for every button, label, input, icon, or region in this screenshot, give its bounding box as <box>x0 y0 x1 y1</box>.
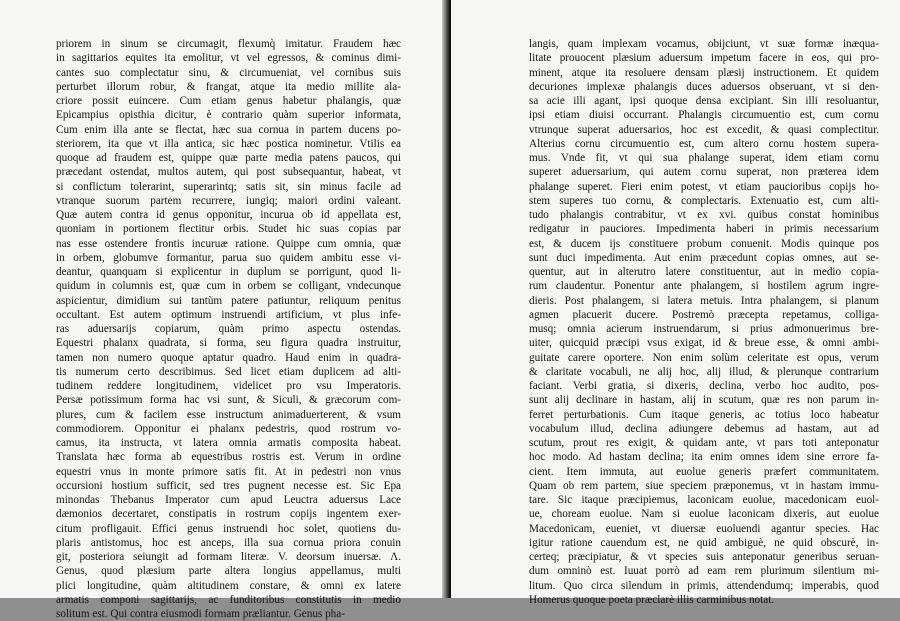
right-page-line: Quam ob rem partem, siue speciem præponemus, vt in hastam immu- <box>529 479 879 492</box>
right-page-line: mus. Vnde fit, vt qui sua phalange superat, idem etiam cornu <box>529 152 879 164</box>
left-page-line: perturbet illorum robur, & frangat, atque ita medio millite ala- <box>56 80 401 93</box>
right-page-line: ue, choream euolue. Nam si euolue laconicam dixeris, aut euolue <box>529 508 879 521</box>
right-page-line: Macedonicam, eueniet, vt diuersæ euoluendi agantur species. Hac <box>529 522 879 535</box>
right-page <box>451 0 900 606</box>
right-page-line: est, & ducem ijs constituere probum conuenit. Modis quinque pos <box>529 237 879 250</box>
right-page-line: sa acie illi agant, ipsi quoque densa excipiant. Sin illi resoluantur, <box>529 95 879 107</box>
right-page-line: vtrunque superat aduersarios, hoc est excedit, & quasi complectitur. <box>529 123 879 136</box>
right-page-line: Homerus quoque poeta præclarè illis carminibus notat. <box>529 593 775 606</box>
left-page <box>0 0 449 620</box>
left-page-line: occultant. Est autem optimum instruendi artificium, vt plus infe- <box>56 308 401 321</box>
left-page-line: quoniam in portionem flectitur orbis. Studet hic suas copias par <box>56 223 401 236</box>
left-page-line: plaris antistomus, hoc est anceps, illa sua cornua priora conuin <box>56 536 401 549</box>
right-page-line: dieris. Post phalangem, si latera metuis. Intra phalangem, si planum <box>529 294 879 307</box>
left-page-line: præcedant ostendat, multos autem, qui post subsequantur, habeat, vt <box>56 166 401 179</box>
right-page-text <box>529 37 879 607</box>
right-page-line: quentur, aut in alterutro latere constituentur, aut in medio copia- <box>529 266 879 278</box>
right-page-line: litum. Quo circa silendum in primis, attendendumq; imperabis, quod <box>529 579 879 592</box>
right-page-line: agmen placuerit ducere. Postremò præcepta repetamus, colliga- <box>529 308 879 321</box>
right-page-line: & claritate vocabuli, ne alij hoc, alij illud, & plerunque contrarium <box>529 365 879 378</box>
left-page-line: quoque ad fraudem est, quippe quæ parte media patens paucos, qui <box>56 152 401 164</box>
left-page-line: solitum est. Qui contra eiusmodi formam præliantur. Genus pha- <box>56 608 345 620</box>
left-page-line: citum profligauit. Effici genus instruendi hoc solet, quotiens du- <box>56 522 401 535</box>
right-page-line: Alterius cornu circumuentio est, cum altero cornu hostem supera- <box>529 137 879 150</box>
left-page-text <box>56 37 401 621</box>
left-page-line: plures, cum & facilem esse instructum animaduerterent, & vsum <box>56 408 401 421</box>
left-page-line: Quæ autem contra id genus opponitur, incurua ob id appellata est, <box>56 209 401 221</box>
left-page-line: aspicientur, dimidium sui tantùm patere patiuntur, reliquum penitus <box>56 294 401 307</box>
left-page-line: si conflictum tolerarint, superarintq; satis sit, sin minus facile ad <box>56 180 401 193</box>
right-page-line: litate prouocent plæsium aduersum impetum facere in eos, qui pro- <box>529 52 879 65</box>
right-page-line: certeq; præcipiatur, & vt species suis anteponatur generibus seruan- <box>529 551 879 563</box>
right-page-line: langis, quam implexam vocamus, obijciunt, vt suæ formæ inæqua- <box>529 38 879 50</box>
right-page-line: igitur ratione cauendum est, ne quid ambiguè, ne quid obscurè, in- <box>529 536 879 549</box>
right-page-line: vocabulum illud, declina adiungere debemus ad hastam, aut ad <box>529 422 879 435</box>
left-page-line: criore possit euincere. Cum etiam genus habetur phalangis, quæ <box>56 95 401 107</box>
left-page-line: Genus, quod plæsium parte altera longius appellamus, multi <box>56 565 401 578</box>
left-page-line: tamen non numero quoque aptatur quadro. Haud enim in quadra- <box>56 351 401 364</box>
left-page-line: tis numerum certo describimus. Sed licet etiam duplicem ad alti- <box>56 365 401 378</box>
left-page-line: priorem in sinum se circumagit, flexumq̀ imitatur. Fraudem hæc <box>56 38 401 50</box>
right-page-line: sunt alij declinare in hastam, alij in scutum, quæ res non parum in- <box>529 394 879 407</box>
left-page-line: deantur, quanquam si explicentur in duplum se porrigunt, quod li- <box>56 266 401 278</box>
right-page-line: uiter, quicquid præcipi vsus exigat, id & breue esse, & omni ambi- <box>529 337 879 350</box>
right-page-line: cient. Item immuta, aut euolue generis præfert communitatem. <box>529 465 879 478</box>
left-page-line: ras aduersarijs copiarum, quàm primo aspectu ostendas. <box>56 323 401 335</box>
right-page-line: dum omninò est. Iuuat porrò ad eam rem plurimum silentium mi- <box>529 565 879 578</box>
left-page-line: steriorem, ita que vt illa antica, sic hæc postica nominetur. Vtilis ea <box>56 137 401 150</box>
left-page-line: dæmonios decertaret, constipatis in rostrum copijs ingentem exer- <box>56 508 401 521</box>
left-page-line: minondas Thebanus Imperator cum apud Leuctra aduersus Lace <box>56 494 401 506</box>
right-page-line: hoc modo. Ad hastam declina; ita enim omnes idem sine errore fa- <box>529 451 879 464</box>
left-page-line: tudinem reddere longitudinem, videlicet pro vsu Imperatoris. <box>56 380 401 392</box>
right-page-line: phalange superet. Fieri enim potest, vt etiam paucioribus copijs ho- <box>529 180 879 193</box>
right-page-line: redigatur in pauciores. Impedimenta haberi in primis necessarium <box>529 223 879 236</box>
right-page-line: ferret perturbationis. Cum itaque generis, ac totius loco habeatur <box>529 408 879 421</box>
right-page-line: minent, atque ita resoluere densam plæsij instructionem. Et quidem <box>529 66 879 79</box>
right-page-line: guitate carere oportere. Non enim solùm celeritate est opus, verum <box>529 351 879 364</box>
left-page-line: Cum enim illa ante se flectat, hæc sua cornua in partem ducens po- <box>56 123 401 136</box>
left-page-line: Epicampius opisthia dicitur, è contrario quàm superior informata, <box>56 109 401 122</box>
right-page-line: tare. Sic itaque præcipiemus, laconicam euolue, macedonicam euol- <box>529 494 879 506</box>
right-page-line: musq; omnia acierum instruendarum, si prius admonuerimus bre- <box>529 323 879 335</box>
right-page-line: stem superes tuo cornu, & complectaris. Extenuatio est, cum alti- <box>529 194 879 207</box>
right-page-line: superet aduersarium, qui autem cornu superat, non præterea idem <box>529 166 879 179</box>
left-page-line: git, posteriora seiungit ad formam literæ. V. deorsum inuersæ. Λ. <box>56 551 401 563</box>
right-page-line: rum claudentur. Ponentur ante phalangem, si hostilem agrum ingre- <box>529 280 879 293</box>
right-page-line: scutum, prout res exigit, & quidam ante, vt pars toti anteponatur <box>529 437 879 449</box>
left-page-line: camus, ita instructa, vt latera omnia armatis composita habeat. <box>56 437 401 449</box>
left-page-line: in sagittarios equites ita emolitur, vt vel egressos, & cominus dimi- <box>56 52 401 65</box>
left-page-line: Equestri phalanx quadrata, si forma, seu figura quadra instruitur, <box>56 337 401 350</box>
right-page-line: sunt duci impedimenta. Aut enim præcedunt copias omnes, aut se- <box>529 251 879 264</box>
left-page-line: occursioni hostium sufficit, sed tres pugnent necesse est. Sic Epa <box>56 479 401 492</box>
right-page-line: tudo phalangis contrabitur, vt ex xvi. quibus constat hominibus <box>529 209 879 221</box>
left-page-line: commodiorem. Opponitur ei phalanx pedestris, quod rostrum vo- <box>56 422 401 435</box>
left-page-line: quidum in columnis est, quæ cum in orbem se colligant, vndecunque <box>56 280 401 293</box>
left-page-line: Persæ potissimum forma hac vsi sunt, & Siculi, & græcorum com- <box>56 394 401 407</box>
right-page-line: ipsi etiam diuisi occurrant. Phalangis circumuentio est, cum cornu <box>529 109 879 122</box>
left-page-line: cantes suo complectatur sinu, & circumueniat, vel cornibus suis <box>56 66 401 79</box>
left-page-line: Translata hæc forma ab equestribus rostris est. Verum in ordine <box>56 451 401 464</box>
left-page-line: plici longitudine, quàm altitudinem constare, & omni ex latere <box>56 579 401 592</box>
right-page-line: faciant. Verbi gratia, si dixeris, declina, verbo hoc audito, pos- <box>529 380 879 392</box>
left-page-line: vtranque suorum partem recurrere, iungiq; maiori ordini valeant. <box>56 194 401 207</box>
left-page-line: armatis componi sagittarijs, ac funditoribus constitutis in medio <box>56 593 401 606</box>
left-page-line: equestri vnus in monte primore satis fit. At in pedestri non vnus <box>56 465 401 478</box>
right-page-line: decuriones implexæ phalangis duces aduersos obseruant, vt si den- <box>529 80 879 93</box>
left-page-line: nas esse ostendere frontis incuruæ ratione. Quippe cum omnia, quæ <box>56 237 401 250</box>
left-page-line: in orbem, globumve formantur, parua suo quidem ambitu esse vi- <box>56 251 401 264</box>
